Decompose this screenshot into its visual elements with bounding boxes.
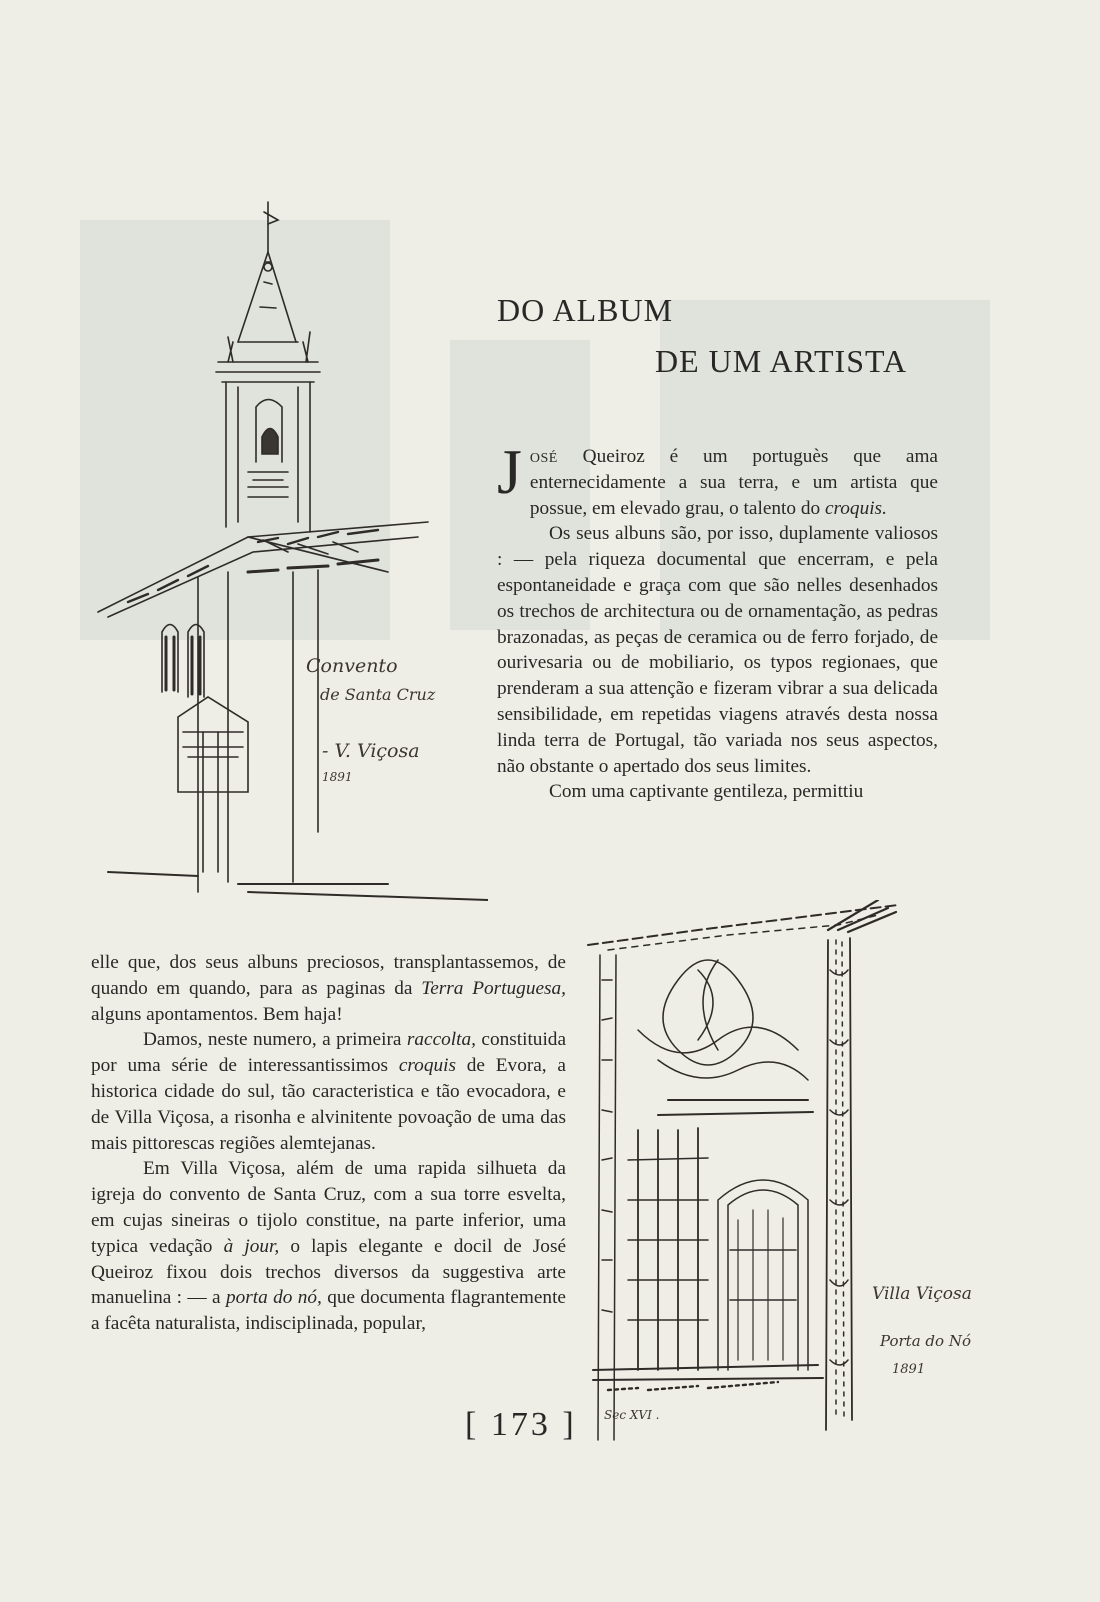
drop-cap: J [497, 436, 522, 507]
door-caption-century: Sec XVI . [604, 1408, 660, 1422]
italic-text: croquis [398, 1055, 456, 1077]
paragraph-text: de Evora, a historica cidade do sul, tão caracteristica e tão evocadora, e de Villa Viçosa, a risonha e alvinitente povoação de uma das mais pittorescas regiões alemtejanas. [91, 1055, 566, 1154]
paragraph: Os seus albuns são, por isso, duplamente valiosos : — pela riqueza documental que encerram, e pela espontaneidade e graça com que são nelles desenhados os trechos de architectura ou de ornamentação, as pedras brazonadas, as peças de ceramica ou de ferro forjado, de ourivesaria ou de mobiliario, os typos regionaes, que prenderam a sua attenção e fizeram vibrar a sua delicada sensibilidade, em repetidas viagens através desta nossa linda terra de Portugal, tão variada nos seus aspectos, não obstante o apertado dos seus limites. [497, 523, 938, 777]
left-text-column [91, 950, 566, 1337]
door-sketch [578, 900, 930, 1448]
tower-caption-year: 1891 [322, 770, 353, 784]
paragraph [91, 1156, 566, 1337]
paragraph-text: o lapis elegante e docil de José Queiroz fixou dois trechos diversos da suggestiva arte manuelina : — a [91, 1235, 567, 1309]
paragraph-text: Queiroz é um portuguès que ama enternecidamente a sua terra, e um artista que possue, em elevado grau, o talento do [529, 446, 938, 519]
right-text-column [497, 436, 938, 805]
paragraph-text: Damos, neste numero, a primeira [143, 1029, 407, 1051]
paragraph [91, 950, 566, 1027]
paragraph: Com uma captivante gentileza, permittiu [549, 781, 864, 803]
tower-caption-line-1: Convento [306, 655, 398, 677]
door-caption-line-2: Porta do Nó [880, 1332, 971, 1350]
page-number: [ 173 ] [465, 1406, 577, 1443]
tower-sketch [88, 192, 488, 904]
door-caption-year: 1891 [892, 1362, 926, 1377]
paragraph [497, 436, 938, 521]
italic-text: raccolta, [406, 1029, 476, 1051]
paragraph-text: elle que, dos seus albuns preciosos, transplantassemos, de quando em quando, para as paginas da [91, 952, 566, 999]
italic-text: croquis. [824, 497, 887, 519]
smallcaps-text: osé [529, 446, 558, 467]
paragraph-text: que documenta flagrantemente a facêta naturalista, indisciplinada, popular, [91, 1287, 566, 1335]
italic-text: à jour, [223, 1235, 280, 1257]
paragraph [91, 1027, 566, 1156]
italic-text: Terra Portuguesa, [421, 977, 566, 999]
door-caption-line-1: Villa Viçosa [872, 1284, 972, 1304]
article-title-line-2: DE UM ARTISTA [655, 343, 908, 379]
paragraph-text: Em Villa Viçosa, além de uma rapida silhueta da igreja do convento de Santa Cruz, com a sua torre esvelta, em cujas sineiras o tijolo constitue, na parte inferior, uma typica vedação [91, 1158, 566, 1257]
paragraph-text: alguns apontamentos. Bem haja! [91, 1003, 343, 1025]
article-title-line-1: DO ALBUM [497, 292, 674, 328]
tower-caption-line-3: - V. Viçosa [322, 740, 420, 762]
paragraph-text: constituida por uma série de interessantissimos [91, 1029, 567, 1077]
italic-text: porta do nó, [225, 1287, 322, 1309]
tower-caption-line-2: de Santa Cruz [320, 685, 436, 704]
